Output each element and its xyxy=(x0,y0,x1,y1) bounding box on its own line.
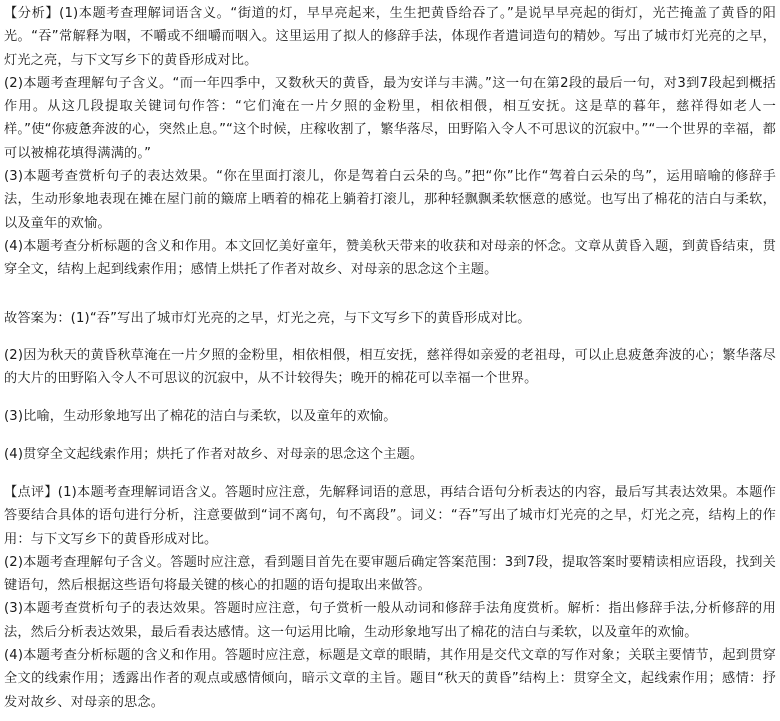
answer-item-4: (4)贯穿全文起线索作用；烘托了作者对故乡、对母亲的思念这个主题。 xyxy=(4,447,424,462)
comment-section xyxy=(4,481,776,714)
answer-item-2: (2)因为秋天的黄昏秋草淹在一片夕照的金粉里，相依相偎，相互安抚，慈祥得如亲爱的老祖母，可以止息疲惫奔波的心；繁华落尽的大片的田野陷入令人不可思议的沉寂中，从不计较得失；晚开的棉花可以幸福一个世界。 xyxy=(4,348,776,387)
comment-paragraph-3: (3)本题考查赏析句子的表达效果。答题时应注意，句子赏析一般从动词和修辞手法角度赏析。解析：指出修辞手法,分析修辞的用法，然后分析表达效果，最后看表达感情。这一句运用比喻，生动形象地写出了棉花的洁白与柔软，以及童年的欢愉。 xyxy=(4,601,776,640)
analysis-paragraph-1: 【分析】(1)本题考查理解词语含义。“街道的灯，早早亮起来，生生把黄昏给吞了。”是说早早亮起的街灯，光芒掩盖了黄昏的阳光。“吞”常解释为咽，不嚼或不细嚼而咽入。这里运用了拟人的修辞手法，体现作者遣词造句的精妙。写出了城市灯光亮的之早，灯光之亮，与下文写乡下的黄昏形成对比。 xyxy=(4,6,776,68)
answer-item-1: 故答案为：(1)“吞”写出了城市灯光亮的之早，灯光之亮，与下文写乡下的黄昏形成对比。 xyxy=(4,311,531,326)
comment-paragraph-4: (4)本题考查分析标题的含义和作用。答题时应注意，标题是文章的眼睛，其作用是交代文章的写作对象；关联主要情节，起到贯穿全文的线索作用；透露出作者的观点或感情倾向，暗示文章的主旨。题目“秋天的黄昏”结构上：贯穿全文，起线索作用；感情：抒发对故乡、对母亲的思念。 xyxy=(4,648,776,710)
analysis-paragraph-2: (2)本题考查理解句子含义。“而一年四季中，又数秋天的黄昏，最为安详与丰满。”这一句在第2段的最后一句，对3到7段起到概括作用。从这几段提取关键词句作答：“它们淹在一片夕照的金粉里，相依相偎，相互安抚。这是草的暮年，慈祥得如老人一样。”使“你疲惫奔波的心，突然止息。”“这个时候，庄稼收割了，繁华落尽，田野陷入令人不可思议的沉寂中。”“一个世界的幸福，都可以被棉花填得满满的。” xyxy=(4,75,776,161)
comment-paragraph-2: (2)本题考查理解句子含义。答题时应注意，看到题目首先在要审题后确定答案范围：3到7段，提取答案时要精读相应语段，找到关键语句，然后根据这些语句将最关键的核心的扣题的语句提取出来做答。 xyxy=(4,554,776,594)
analysis-section xyxy=(4,2,776,282)
comment-paragraph-1: 【点评】(1)本题考查理解词语含义。答题时应注意，先解释词语的意思，再结合语句分析表达的内容，最后写其表达效果。本题作答要结合具体的语句进行分析，注意要做到“词不离句，句不离段”。词义：“吞”写出了城市灯光亮的之早，灯光之亮，结构上的作用：与下文写乡下的黄昏形成对比。 xyxy=(4,485,776,547)
analysis-paragraph-4: (4)本题考查分析标题的含义和作用。本文回忆美好童年，赞美秋天带来的收获和对母亲的怀念。文章从黄昏入题，到黄昏结束，贯穿全文，结构上起到线索作用；感情上烘托了作者对故乡、对母亲的思念这个主题。 xyxy=(4,238,776,278)
analysis-paragraph-3: (3)本题考查赏析句子的表达效果。“你在里面打滚儿，你是驾着白云朵的鸟。”把“你”比作“驾着白云朵的鸟”，运用暗喻的修辞手法，生动形象地表现在摊在屋门前的簸席上晒着的棉花上躺着打滚儿，那种轻飘飘柔软惬意的感觉。也写出了棉花的洁白与柔软，以及童年的欢愉。 xyxy=(4,169,776,231)
answer-item-3: (3)比喻，生动形象地写出了棉花的洁白与柔软，以及童年的欢愉。 xyxy=(4,409,397,424)
